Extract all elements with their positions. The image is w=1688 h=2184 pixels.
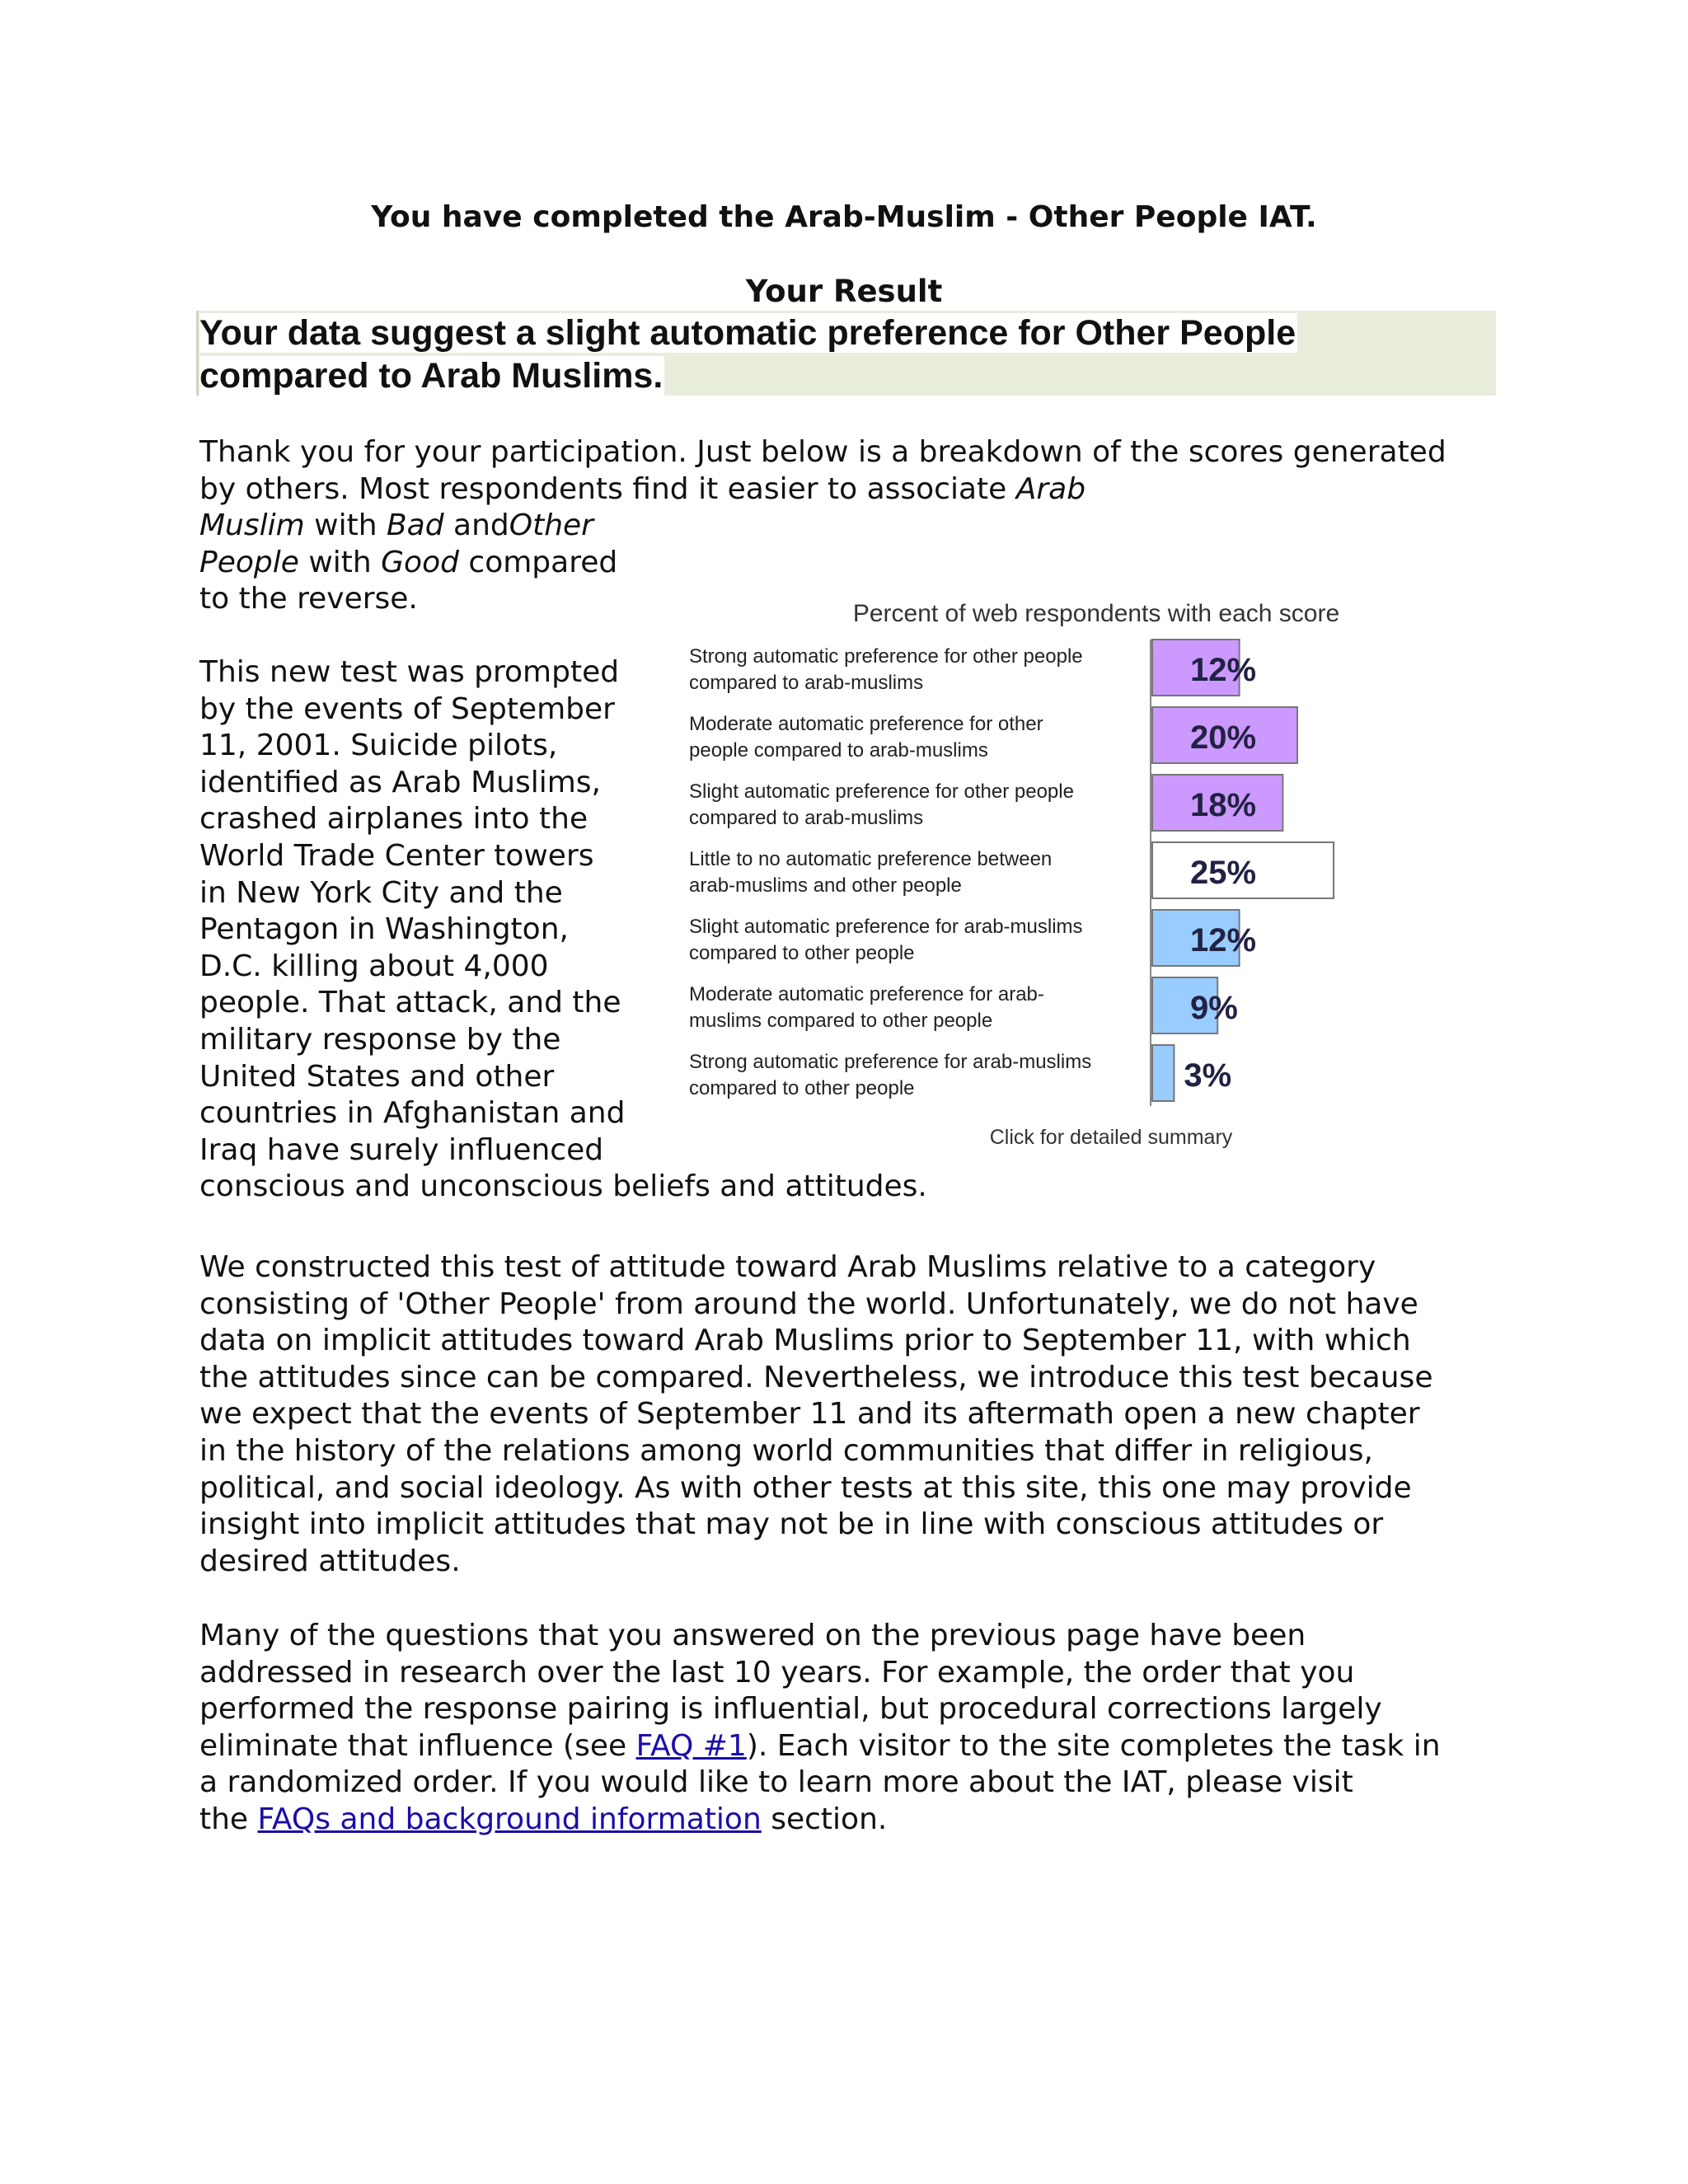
text-line: by the events of September (199, 691, 615, 726)
chart-category-label: Moderate automatic preference for arab- (689, 983, 1044, 1005)
chart-category-label: people compared to arab-muslims (689, 739, 988, 762)
text-line: This new test was prompted (199, 655, 620, 689)
text-line: the attitudes since can be compared. Nevertheless, we introduce this test because (199, 1360, 1433, 1394)
result-heading: Your Result (745, 274, 943, 309)
chart-category-label: Slight automatic preference for other people (689, 780, 1074, 803)
text-line: 11, 2001. Suicide pilots, (199, 729, 558, 763)
text-line: data on implicit attitudes toward Arab Muslims prior to September 11, with which (199, 1324, 1411, 1358)
chart-category-label: Strong automatic preference for arab-muslims (689, 1051, 1092, 1073)
chart-value-label: 9% (1190, 990, 1238, 1026)
chart-value-label: 18% (1190, 787, 1257, 823)
chart-detail-summary-link[interactable]: Click for detailed summary (989, 1126, 1233, 1149)
chart-category-label: compared to other people (689, 1077, 915, 1099)
text-line: crashed airplanes into the (199, 802, 588, 837)
faqs-background-link[interactable]: FAQs and background information (257, 1802, 762, 1836)
text-line: performed the response pairing is influential, but procedural corrections largely (199, 1692, 1382, 1727)
text-line: addressed in research over the last 10 years. For example, the order that you (199, 1655, 1355, 1690)
text-line: Thank you for your participation. Just below is a breakdown of the scores generated (199, 435, 1447, 469)
score-distribution-chart[interactable] (676, 587, 1451, 1164)
text-line: in New York City and the (199, 875, 563, 910)
text-line: Pentagon in Washington, (199, 912, 569, 947)
text-line: World Trade Center towers (199, 838, 594, 873)
chart-category-label: compared to arab-muslims (689, 807, 924, 829)
text-line: countries in Afghanistan and (199, 1096, 626, 1131)
text-line: we expect that the events of September 11 and its aftermath open a new chapter (199, 1397, 1420, 1432)
chart-bar (1152, 1045, 1174, 1101)
chart-category-label: Slight automatic preference for arab-muslims (689, 916, 1083, 938)
chart-category-label: muslims compared to other people (689, 1010, 993, 1032)
text-line: military response by the (199, 1022, 561, 1057)
chart-value-label: 20% (1190, 719, 1257, 756)
result-statement (199, 312, 1419, 397)
intro-paragraph: Thank you for your participation. Just below is a breakdown of the scores generated by others. Most respondents find it easier to associate Arab Muslim with Bad andOther People with Good compared to the reverse. (199, 434, 1502, 618)
text-line: political, and social ideology. As with other tests at this site, this one may provide (199, 1470, 1412, 1505)
result-line-2: compared to Arab Muslims. (199, 356, 663, 396)
chart-value-label: 3% (1184, 1057, 1232, 1094)
chart-category-label: compared to other people (689, 942, 915, 964)
text-line: United States and other (199, 1059, 555, 1094)
text-line: insight into implicit attitudes that may not be in line with conscious attitudes or (199, 1507, 1384, 1542)
text-line: We constructed this test of attitude toward Arab Muslims relative to a category (199, 1250, 1376, 1284)
page-heading: You have completed the Arab-Muslim - Other People IAT. (371, 200, 1317, 234)
text-line: consisting of 'Other People' from around the world. Unfortunately, we do not have (199, 1286, 1418, 1321)
text-line: D.C. killing about 4,000 (199, 949, 549, 983)
chart-value-label: 12% (1190, 652, 1257, 688)
chart-category-label: Moderate automatic preference for other (689, 713, 1043, 735)
text-line: conscious and unconscious beliefs and attitudes. (199, 1169, 927, 1204)
chart-svg[interactable] (676, 587, 1451, 1164)
text-line: in the history of the relations among world communities that differ in religious, (199, 1433, 1373, 1468)
text-line: to the reverse. (199, 582, 418, 616)
chart-category-label: Little to no automatic preference between (689, 848, 1053, 870)
text-line: a randomized order. If you would like to learn more about the IAT, please visit (199, 1765, 1353, 1800)
chart-category-label: arab-muslims and other people (689, 874, 962, 897)
text-line: Many of the questions that you answered on the previous page have been (199, 1619, 1306, 1652)
chart-title: Percent of web respondents with each score (852, 600, 1340, 627)
text-line: people. That attack, and the (199, 986, 621, 1020)
method-paragraph (199, 1249, 1502, 1580)
chart-value-label: 12% (1190, 922, 1257, 958)
chart-value-label: 25% (1190, 855, 1257, 891)
faq-1-link[interactable]: FAQ #1 (635, 1728, 747, 1763)
chart-category-label: Strong automatic preference for other people (689, 645, 1083, 668)
faq-paragraph: Many of the questions that you answered on the previous page have been addressed in research over the last 10 years. For example, the order that you performed the response pairing is influential, but procedural corrections largely eliminate that influence (see FAQ #1). Each visitor to the site completes the task in a randomized order. If you would like to learn more about the IAT, please visit the FAQs and background information section. (199, 1618, 1502, 1839)
result-line-1: Your data suggest a slight automatic preference for Other People (199, 313, 1296, 353)
text-line: identified as Arab Muslims, (199, 765, 602, 799)
text-line: Iraq have surely influenced (199, 1132, 604, 1167)
text-line: desired attitudes. (199, 1544, 461, 1578)
chart-category-label: compared to arab-muslims (689, 672, 924, 694)
